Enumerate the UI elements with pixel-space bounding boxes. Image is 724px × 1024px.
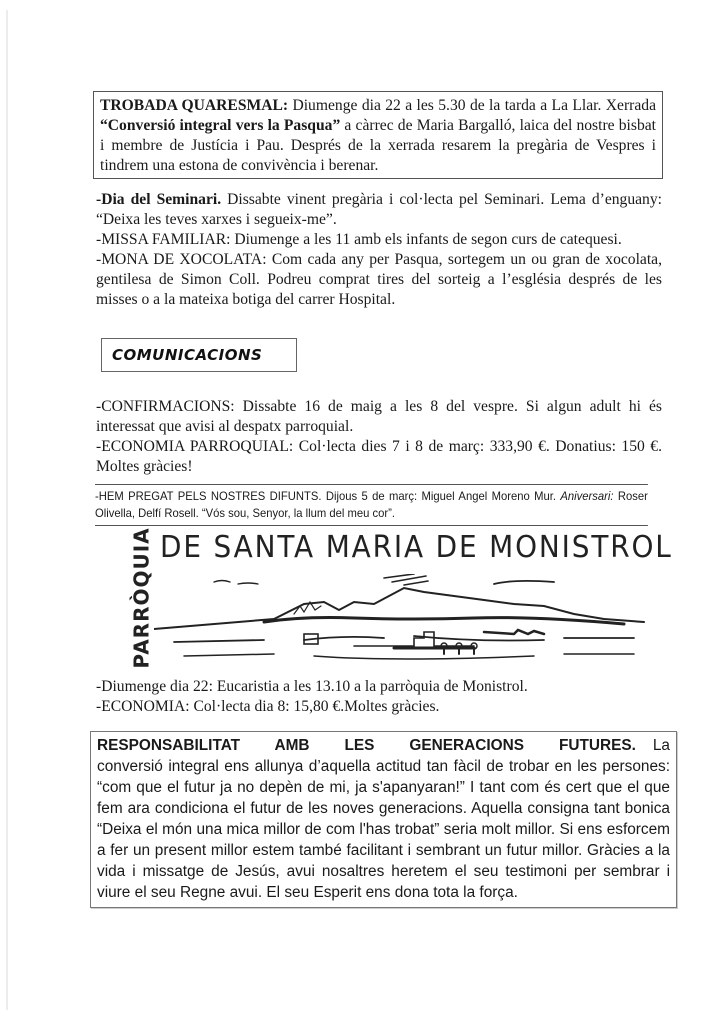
monistrol-economia: -ECONOMIA: Col·lecta dia 8: 15,80 €.Moltes gràcies. [96,698,440,715]
responsabilitat-text: La conversió integral ens allunya d’aquella actitud tan fàcil de trobar en les persones: “com que el futur ja no depèn de mi, ja s'apanyaran!” I tant com és cert que el que fem ara condiciona el futur de les noves generacions. Aquella consigna tant bonica “Deixa el món una mica millor de com l'has trobat” seria molt millor. Si ens esforcem a fer un present millor estem també facilitant i sembrant un futur millor. Gràcies a la vida i missatge de Jesús, avui nosaltres heretem el seu testimoni per sembrar i viure el seu Regne avui. El seu Esperit ens dona tota la força. [97,737,670,901]
monistrol-eucaristia: -Diumenge dia 22: Eucaristia a les 13.10 a la parròquia de Monistrol. [96,678,528,695]
announcement-missa-familiar: -MISSA FAMILIAR: Diumenge a les 11 amb els infants de segon curs de catequesi. [96,231,622,248]
announcement-seminari [96,190,662,230]
banner-vertical-text: PARRÒQUIA [130,527,155,669]
trobada-quaresmal-box [93,91,663,179]
communication-confirmacions: -CONFIRMACIONS: Dissabte 16 de maig a les 8 del vespre. Si algun adult hi és interessat que avisi al despatx parroquial. [96,398,662,435]
page-edge [6,10,8,1010]
announcement-prefix: - [96,191,102,208]
banner-vertical-label [130,527,155,669]
landscape-illustration-icon [154,574,654,662]
trobada-text-1: Diumenge dia 22 a les 5.30 de la tarda a La Llar. Xerrada [288,97,656,114]
announcements-list [96,190,662,310]
trobada-text-2: a càrrec de Maria Bargalló, laica del nostre bisbat i membre de Justícia i Pau. Després de la xerrada resarem la pregària de Vespres i tindrem una estona de convivència i berenar. [100,117,657,174]
banner-title: DE SANTA MARIA DE MONISTROL [160,530,673,565]
announcement-mona-xocolata: -MONA DE XOCOLATA: Com cada any per Pasqua, sortegem un ou gran de xocolata, gentilesa de Simon Coll. Podreu comprat tires del sorteig a l’església després de les misses o a la mateixa botiga del carrer Hospital. [96,251,662,308]
announcement-heading: Dia del Seminari. [101,191,222,208]
difunts-text-2: Roser Olivella, Delfí Rosell. “Vós sou, Senyor, la llum del meu cor”. [95,490,648,520]
announcement-text: Dissabte vinent pregària i col·lecta pel Seminari. Lema d’enguany: “Deixa les teves xarxes i segueix-me”. [96,191,662,228]
trobada-talk-title: “Conversió integral vers la Pasqua” [100,117,341,134]
monistrol-notes [96,677,662,717]
trobada-heading: TROBADA QUARESMAL: [100,97,289,114]
section-header-box [101,338,297,372]
parish-banner [130,527,673,669]
difunts-text: -HEM PREGAT PELS NOSTRES DIFUNTS. Dijous 5 de març: Miguel Angel Moreno Mur. [95,490,561,503]
difunts-note [95,484,648,526]
section-title: COMUNICACIONS [112,346,263,364]
trobada-paragraph [100,96,656,176]
communications-list [96,397,662,477]
communication-economia: -ECONOMIA PARROQUIAL: Col·lecta dies 7 i 8 de març: 333,90 €. Donatius: 150 €. Moltes gràcies! [96,438,662,475]
responsabilitat-heading: RESPONSABILITAT AMB LES GENERACIONS FUTURES. [97,737,636,754]
aniversari-label: Aniversari: [560,490,614,503]
responsabilitat-box [90,731,677,908]
